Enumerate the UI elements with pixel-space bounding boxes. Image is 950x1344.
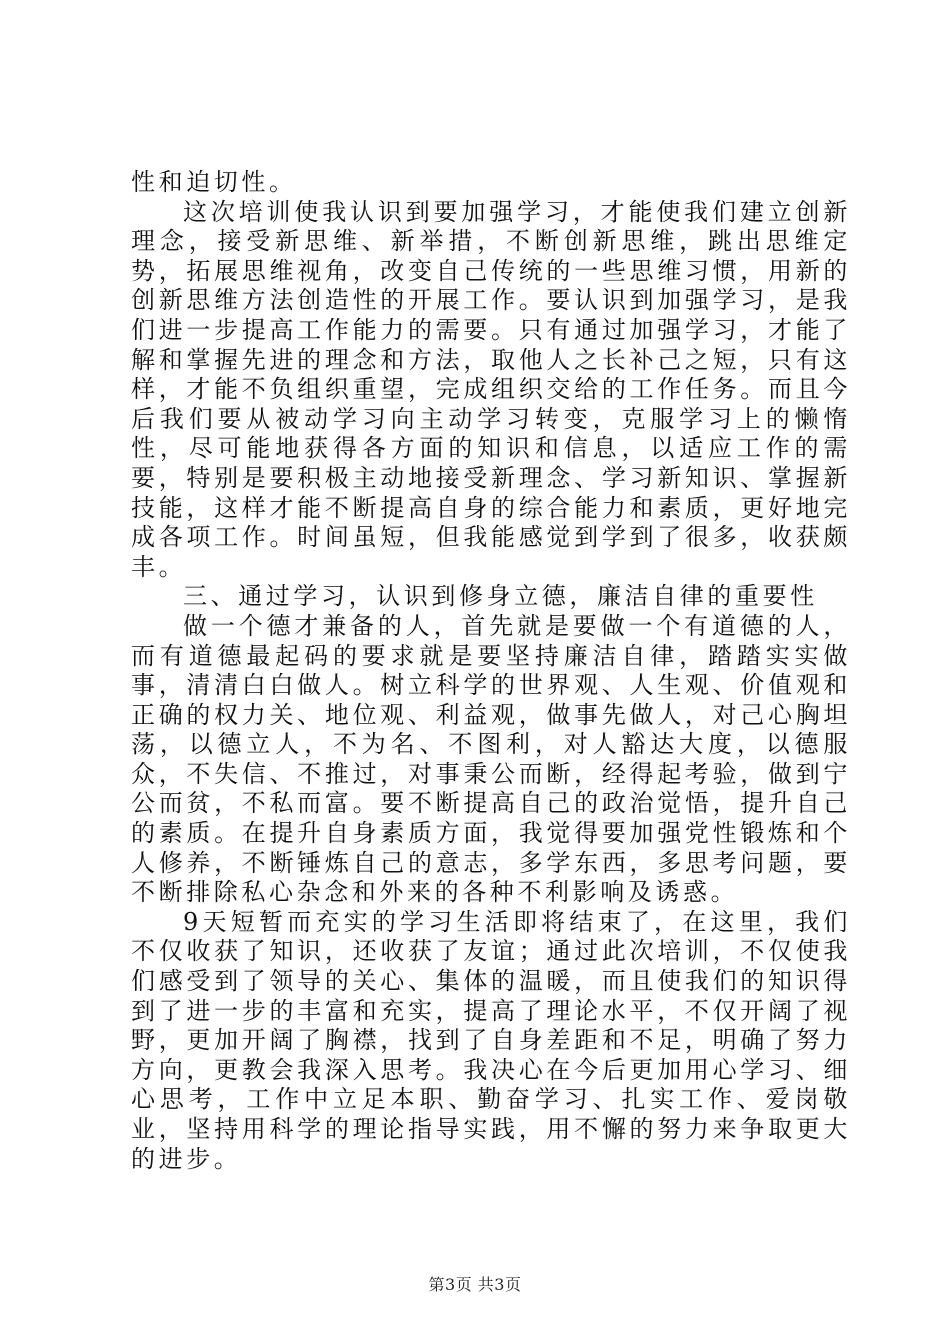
document-body <box>131 168 851 1174</box>
paragraph-4: 9天短暂而充实的学习生活即将结束了，在这里，我们不仅收获了知识，还收获了友谊；通过此次培训，不仅使我们感受到了领导的关心、集体的温暖，而且使我们的知识得到了进一步的丰富和充实，提高了理论水平，不仅开阔了视野，更加开阔了胸襟，找到了自身差距和不足，明确了努力方向，更教会我深入思考。我决心在今后更加用心学习、细心思考，工作中立足本职、勤奋学习、扎实工作、爱岗敬业，坚持用科学的理论指导实践，用不懈的努力来争取更大的进步。 <box>131 907 851 1173</box>
paragraph-1: 性和迫切性。 <box>131 168 297 196</box>
paragraph-3: 做一个德才兼备的人，首先就是要做一个有道德的人，而有道德最起码的要求就是要坚持廉洁自律，踏踏实实做事，清清白白做人。树立科学的世界观、人生观、价值观和正确的权力关、地位观、利益观，做事先做人，对己心胸坦荡，以德立人，不为名、不图利，对人豁达大度，以德服众，不失信、不推过，对事秉公而断，经得起考验，做到宁公而贫，不私而富。要不断提高自己的政治觉悟，提升自己的素质。在提升自身素质方面，我觉得要加强党性锻炼和个人修养，不断锤炼自己的意志，多学东西，多思考问题，要不断排除私心杂念和外来的各种不利影响及诱惑。 <box>131 611 851 907</box>
page-footer: 第3页 共3页 <box>428 1275 522 1294</box>
section-heading: 三、通过学习，认识到修身立德，廉洁自律的重要性 <box>183 582 818 611</box>
paragraph-2: 这次培训使我认识到要加强学习，才能使我们建立创新理念，接受新思维、新举措，不断创新思维，跳出思维定势，拓展思维视角，改变自己传统的一些思维习惯，用新的创新思维方法创造性的开展工作。要认识到加强学习，是我们进一步提高工作能力的需要。只有通过加强学习，才能了解和掌握先进的理念和方法，取他人之长补己之短，只有这样，才能不负组织重望，完成组织交给的工作任务。而且今后我们要从被动学习向主动学习转变，克服学习上的懒惰性，尽可能地获得各方面的知识和信息，以适应工作的需要，特别是要积极主动地接受新理念、学习新知识、掌握新技能，这样才能不断提高自身的综合能力和素质，更好地完成各项工作。时间虽短，但我能感觉到学到了很多，收获颇丰。 <box>131 197 851 581</box>
